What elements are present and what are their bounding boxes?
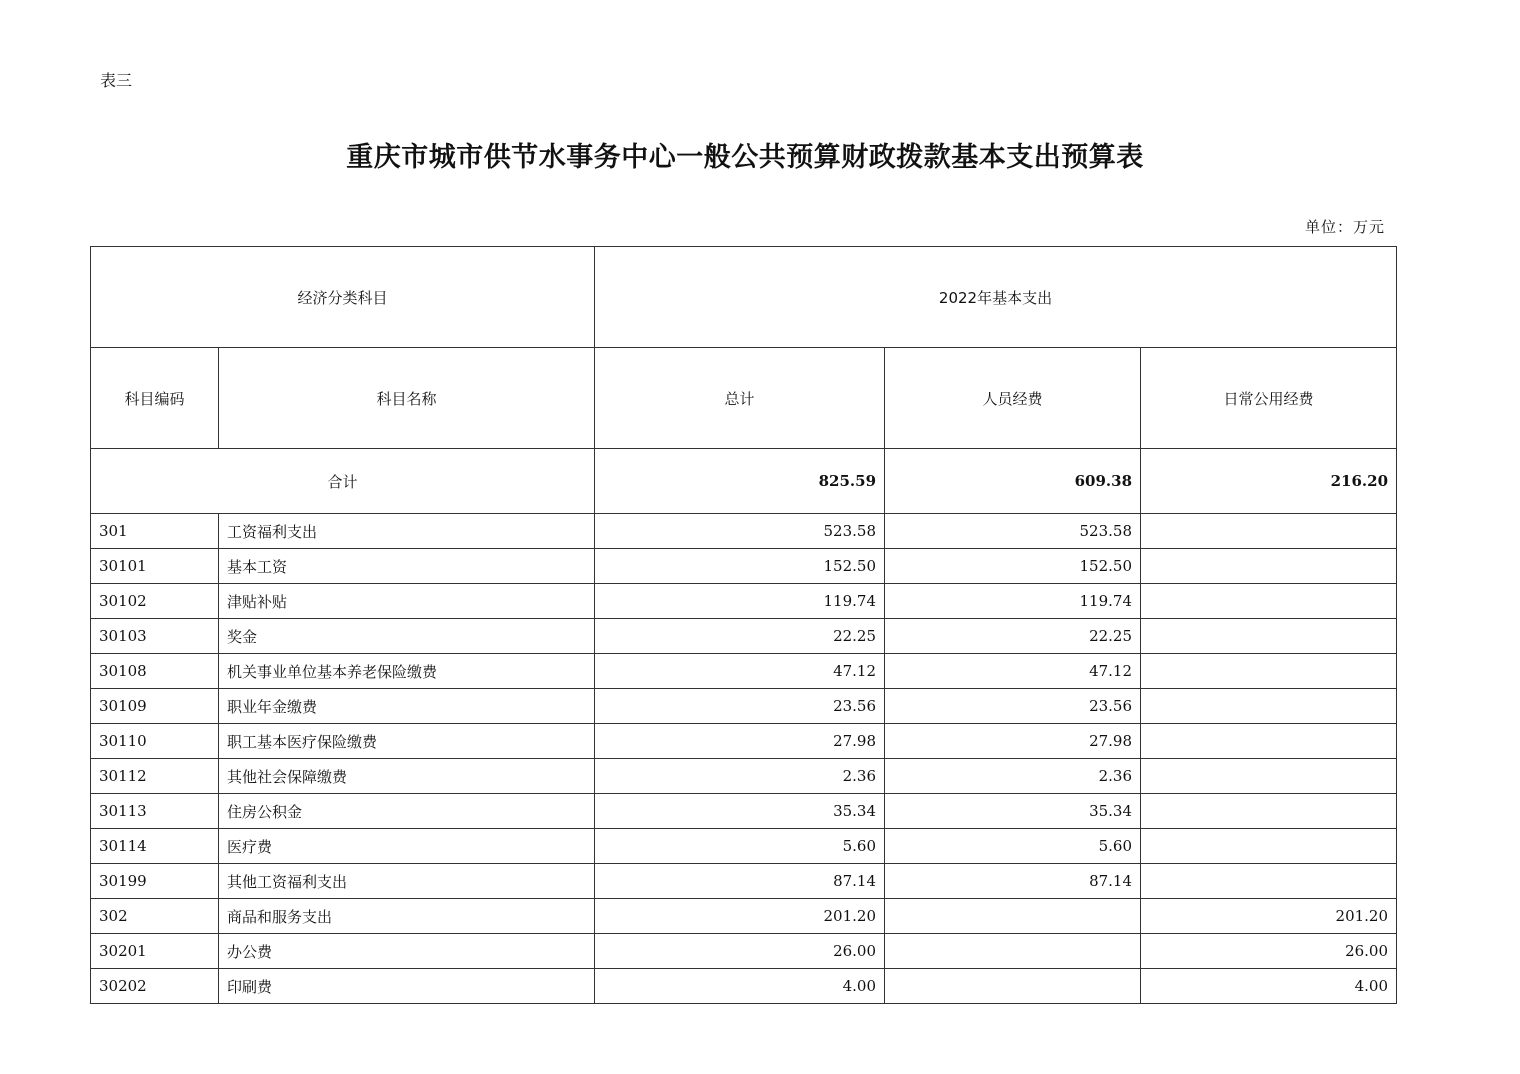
public-cell [1141, 514, 1397, 549]
public-cell [1141, 584, 1397, 619]
personnel-cell: 35.34 [885, 794, 1141, 829]
public-cell [1141, 829, 1397, 864]
summary-row [91, 449, 1397, 514]
name-cell: 津贴补贴 [219, 584, 595, 619]
personnel-cell: 523.58 [885, 514, 1141, 549]
code-cell: 302 [91, 899, 219, 934]
table-row [91, 549, 1397, 584]
code-cell: 30114 [91, 829, 219, 864]
code-cell: 30103 [91, 619, 219, 654]
code-cell: 30108 [91, 654, 219, 689]
name-cell: 商品和服务支出 [219, 899, 595, 934]
unit-label: 单位：万元 [1304, 218, 1385, 236]
name-cell: 其他工资福利支出 [219, 864, 595, 899]
table-row [91, 654, 1397, 689]
total-cell: 4.00 [595, 969, 885, 1004]
public-cell [1141, 759, 1397, 794]
personnel-cell: 23.56 [885, 689, 1141, 724]
total-cell: 152.50 [595, 549, 885, 584]
header-personnel: 人员经费 [885, 348, 1141, 449]
budget-table [90, 246, 1397, 1004]
page-title: 重庆市城市供节水事务中心一般公共预算财政拨款基本支出预算表 [346, 142, 1144, 173]
personnel-cell: 47.12 [885, 654, 1141, 689]
code-cell: 30113 [91, 794, 219, 829]
public-cell: 201.20 [1141, 899, 1397, 934]
code-cell: 301 [91, 514, 219, 549]
public-cell [1141, 619, 1397, 654]
name-cell: 奖金 [219, 619, 595, 654]
table-row [91, 794, 1397, 829]
name-cell: 住房公积金 [219, 794, 595, 829]
code-cell: 30102 [91, 584, 219, 619]
summary-public: 216.20 [1141, 449, 1397, 514]
public-cell [1141, 689, 1397, 724]
name-cell: 基本工资 [219, 549, 595, 584]
header-total: 总计 [595, 348, 885, 449]
header-code: 科目编码 [91, 348, 219, 449]
total-cell: 2.36 [595, 759, 885, 794]
public-cell [1141, 549, 1397, 584]
summary-total: 825.59 [595, 449, 885, 514]
total-cell: 26.00 [595, 934, 885, 969]
table-row [91, 514, 1397, 549]
total-cell: 5.60 [595, 829, 885, 864]
table-row [91, 969, 1397, 1004]
table-row [91, 934, 1397, 969]
code-cell: 30199 [91, 864, 219, 899]
table-row [91, 689, 1397, 724]
header-year-basic: 2022年基本支出 [595, 247, 1397, 348]
personnel-cell [885, 934, 1141, 969]
code-cell: 30109 [91, 689, 219, 724]
code-cell: 30110 [91, 724, 219, 759]
name-cell: 印刷费 [219, 969, 595, 1004]
personnel-cell: 22.25 [885, 619, 1141, 654]
total-cell: 23.56 [595, 689, 885, 724]
name-cell: 工资福利支出 [219, 514, 595, 549]
header-name: 科目名称 [219, 348, 595, 449]
total-cell: 22.25 [595, 619, 885, 654]
code-cell: 30201 [91, 934, 219, 969]
total-cell: 87.14 [595, 864, 885, 899]
total-cell: 27.98 [595, 724, 885, 759]
personnel-cell: 119.74 [885, 584, 1141, 619]
personnel-cell: 5.60 [885, 829, 1141, 864]
name-cell: 办公费 [219, 934, 595, 969]
code-cell: 30112 [91, 759, 219, 794]
total-cell: 35.34 [595, 794, 885, 829]
public-cell [1141, 864, 1397, 899]
public-cell [1141, 654, 1397, 689]
public-cell [1141, 724, 1397, 759]
table-row [91, 619, 1397, 654]
code-cell: 30202 [91, 969, 219, 1004]
code-cell: 30101 [91, 549, 219, 584]
public-cell: 4.00 [1141, 969, 1397, 1004]
name-cell: 职业年金缴费 [219, 689, 595, 724]
header-row-sub [91, 348, 1397, 449]
personnel-cell: 2.36 [885, 759, 1141, 794]
public-cell: 26.00 [1141, 934, 1397, 969]
table-number: 表三 [100, 71, 133, 90]
table-row [91, 724, 1397, 759]
name-cell: 其他社会保障缴费 [219, 759, 595, 794]
name-cell: 职工基本医疗保险缴费 [219, 724, 595, 759]
personnel-cell: 27.98 [885, 724, 1141, 759]
table-row [91, 759, 1397, 794]
summary-personnel: 609.38 [885, 449, 1141, 514]
total-cell: 523.58 [595, 514, 885, 549]
personnel-cell [885, 899, 1141, 934]
summary-label: 合计 [91, 449, 595, 514]
name-cell: 医疗费 [219, 829, 595, 864]
name-cell: 机关事业单位基本养老保险缴费 [219, 654, 595, 689]
table-row [91, 829, 1397, 864]
total-cell: 201.20 [595, 899, 885, 934]
public-cell [1141, 794, 1397, 829]
table-row [91, 899, 1397, 934]
header-econ-class: 经济分类科目 [91, 247, 595, 348]
header-row-top [91, 247, 1397, 348]
personnel-cell [885, 969, 1141, 1004]
total-cell: 47.12 [595, 654, 885, 689]
header-public: 日常公用经费 [1141, 348, 1397, 449]
personnel-cell: 87.14 [885, 864, 1141, 899]
table-row [91, 584, 1397, 619]
table-row [91, 864, 1397, 899]
total-cell: 119.74 [595, 584, 885, 619]
personnel-cell: 152.50 [885, 549, 1141, 584]
